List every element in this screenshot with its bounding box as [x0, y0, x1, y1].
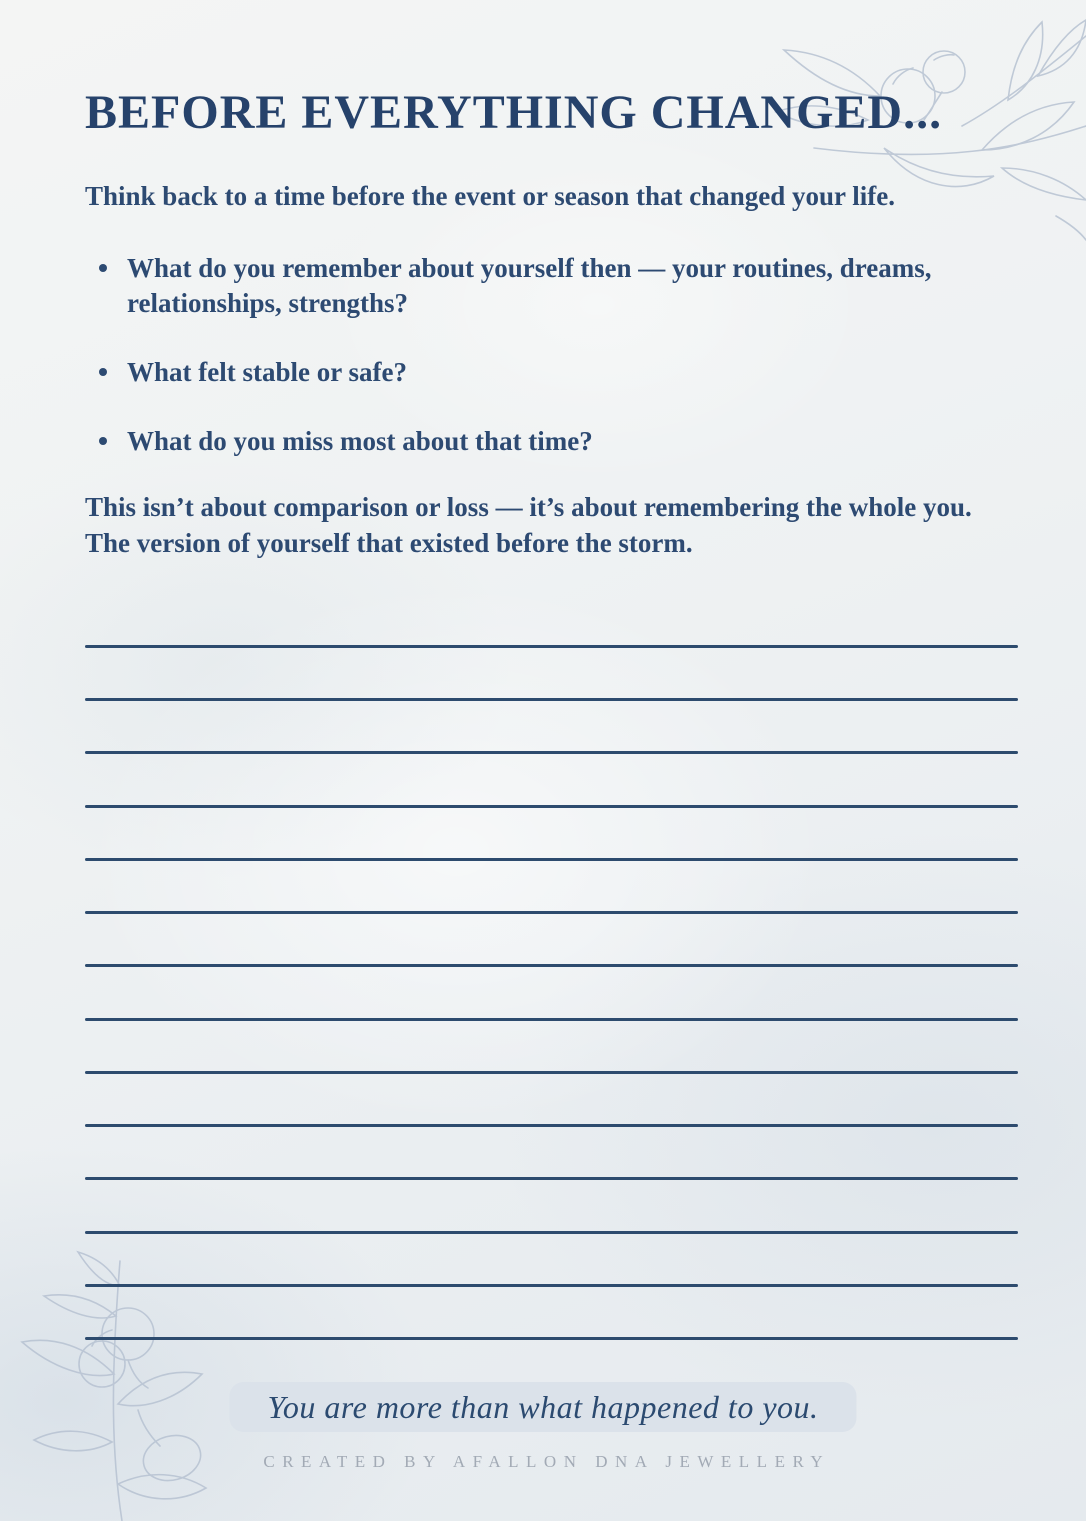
writing-line: [85, 751, 1018, 754]
affirmation-badge: [229, 1382, 856, 1432]
writing-line: [85, 698, 1018, 701]
prompt-item: What felt stable or safe?: [96, 355, 976, 390]
affirmation-text: You are more than what happened to you.: [267, 1388, 819, 1425]
prompt-list: [96, 251, 976, 493]
intro-text: Think back to a time before the event or season that changed your life.: [85, 181, 895, 211]
writing-line: [85, 1231, 1018, 1234]
writing-line: [85, 1124, 1018, 1127]
credit-line: CREATED BY AFALLON DNA JEWELLERY: [263, 1452, 831, 1471]
prompt-item: What do you miss most about that time?: [96, 424, 976, 459]
writing-line: [85, 1071, 1018, 1074]
closing-paragraph: This isn’t about comparison or loss — it’s about remembering the whole you. The version of yourself that existed before the storm.: [85, 492, 972, 558]
writing-line: [85, 1284, 1018, 1287]
writing-line: [85, 1018, 1018, 1021]
writing-line: [85, 858, 1018, 861]
writing-line: [85, 911, 1018, 914]
prompt-item: What do you remember about yourself then — your routines, dreams, relationships, strengths?: [96, 251, 976, 321]
writing-line: [85, 1177, 1018, 1180]
writing-line: [85, 964, 1018, 967]
writing-line: [85, 1337, 1018, 1340]
writing-lines-area: [85, 645, 1018, 1345]
writing-line: [85, 805, 1018, 808]
page-title: BEFORE EVERYTHING CHANGED...: [85, 86, 943, 139]
writing-line: [85, 645, 1018, 648]
